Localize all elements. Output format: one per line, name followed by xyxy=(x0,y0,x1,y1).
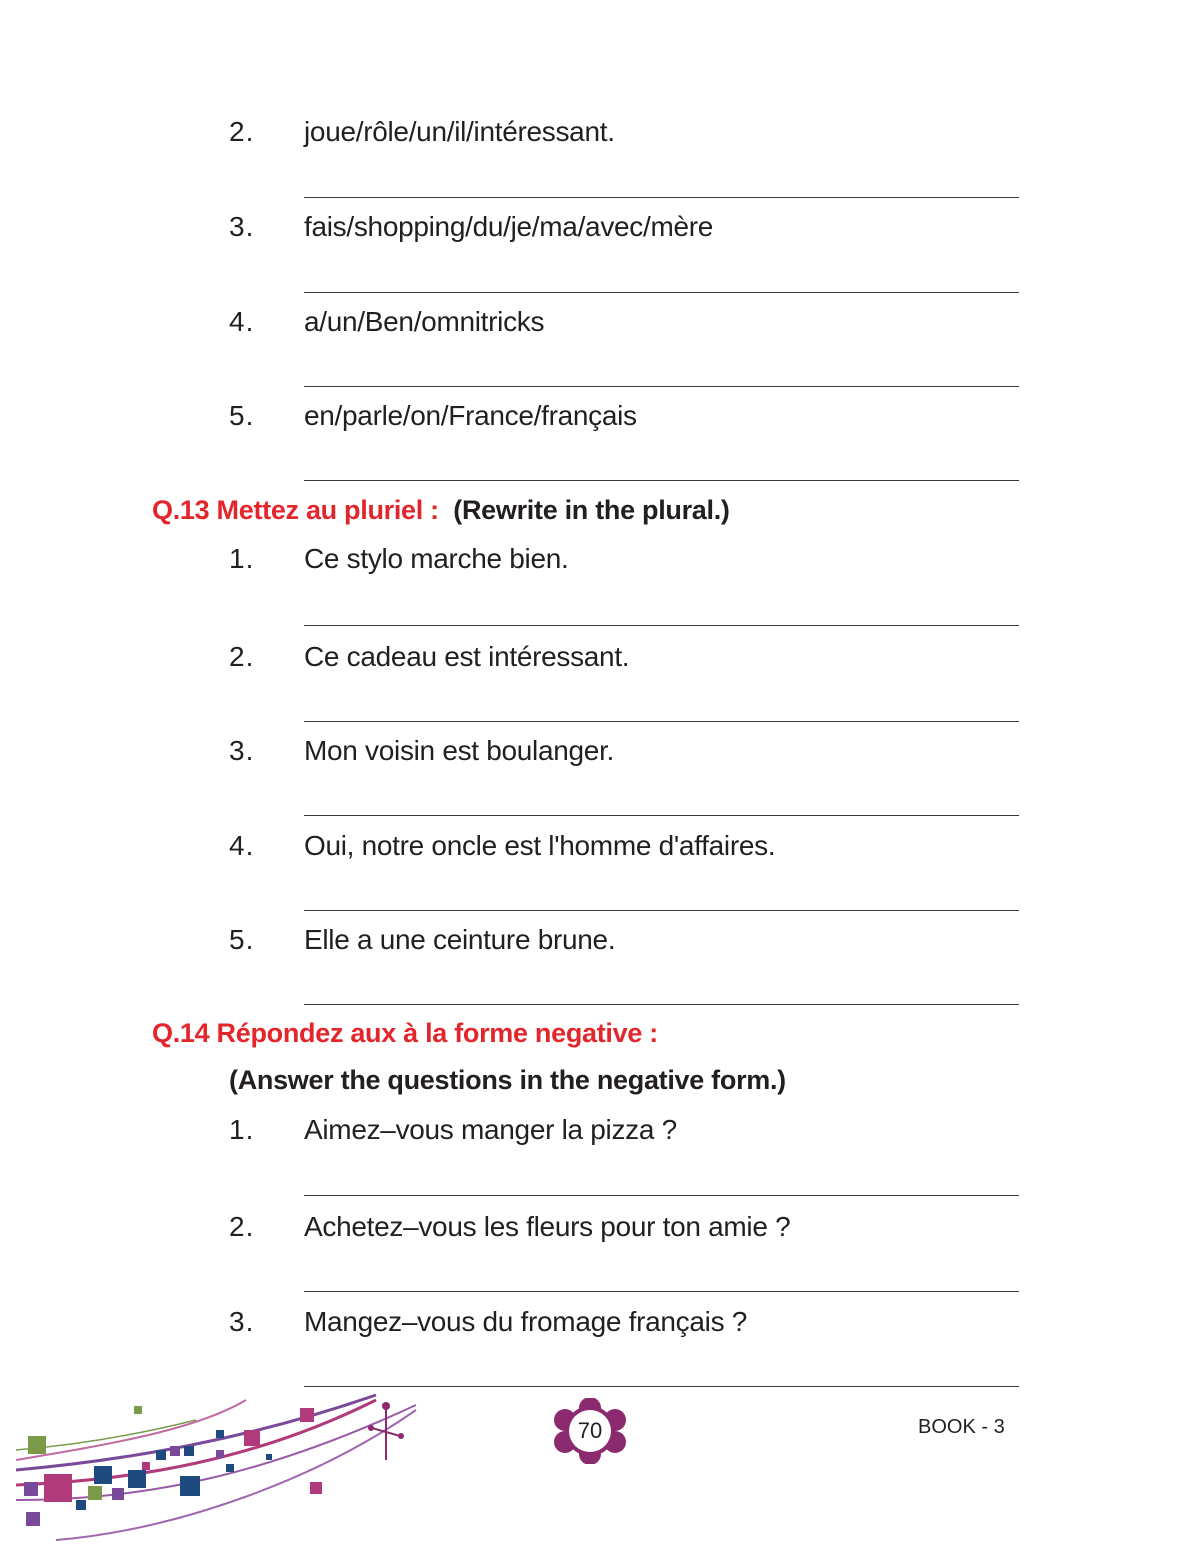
exercise-prompt: Mon voisin est boulanger. xyxy=(304,735,615,766)
exercise-prompt: Elle a une ceinture brune. xyxy=(304,924,616,955)
exercise-prompt: fais/shopping/du/je/ma/avec/mère xyxy=(304,211,714,242)
exercise-prompt: joue/rôle/un/il/intéressant. xyxy=(304,116,615,147)
answer-line[interactable] xyxy=(304,1004,1019,1005)
answer-line[interactable] xyxy=(304,910,1019,911)
item-number: 1. xyxy=(229,1114,255,1145)
answer-line[interactable] xyxy=(304,1195,1019,1196)
item-number: 3. xyxy=(229,735,255,766)
answer-line[interactable] xyxy=(304,292,1019,293)
exercise-prompt: Oui, notre oncle est l'homme d'affaires. xyxy=(304,830,776,861)
answer-line[interactable] xyxy=(304,386,1019,387)
exercise-prompt: en/parle/on/France/français xyxy=(304,400,637,431)
answer-line[interactable] xyxy=(304,1291,1019,1292)
exercise-prompt: Ce stylo marche bien. xyxy=(304,543,569,574)
exercise-prompt: Achetez–vous les fleurs pour ton amie ? xyxy=(304,1211,791,1242)
question-label: Q.13 Mettez au pluriel : xyxy=(152,495,439,525)
item-number: 5. xyxy=(229,924,255,955)
question-label: Q.14 Répondez aux à la forme negative : xyxy=(152,1018,658,1048)
question-heading xyxy=(152,1018,658,1049)
item-number: 3. xyxy=(229,211,255,242)
book-label: BOOK - 3 xyxy=(918,1416,1005,1438)
exercise-prompt: a/un/Ben/omnitricks xyxy=(304,306,545,337)
answer-line[interactable] xyxy=(304,815,1019,816)
question-instruction: (Rewrite in the plural.) xyxy=(453,495,730,525)
item-number: 2. xyxy=(229,1211,255,1242)
exercise-prompt: Ce cadeau est intéressant. xyxy=(304,641,630,672)
exercise-prompt: Aimez–vous manger la pizza ? xyxy=(304,1114,677,1145)
item-number: 2. xyxy=(229,116,255,147)
item-number: 4. xyxy=(229,306,255,337)
question-instruction: (Answer the questions in the negative form.) xyxy=(229,1065,786,1095)
exercise-prompt: Mangez–vous du fromage français ? xyxy=(304,1306,748,1337)
answer-line[interactable] xyxy=(304,1386,1019,1387)
item-number: 5. xyxy=(229,400,255,431)
answer-line[interactable] xyxy=(304,625,1019,626)
decorative-swirl-graphic xyxy=(16,1390,436,1550)
page-number: 70 xyxy=(577,1418,603,1443)
answer-line[interactable] xyxy=(304,721,1019,722)
item-number: 1. xyxy=(229,543,255,574)
item-number: 3. xyxy=(229,1306,255,1337)
item-number: 4. xyxy=(229,830,255,861)
question-heading xyxy=(152,495,730,526)
answer-line[interactable] xyxy=(304,480,1019,481)
page-number-badge xyxy=(553,1398,627,1464)
item-number: 2. xyxy=(229,641,255,672)
answer-line[interactable] xyxy=(304,197,1019,198)
